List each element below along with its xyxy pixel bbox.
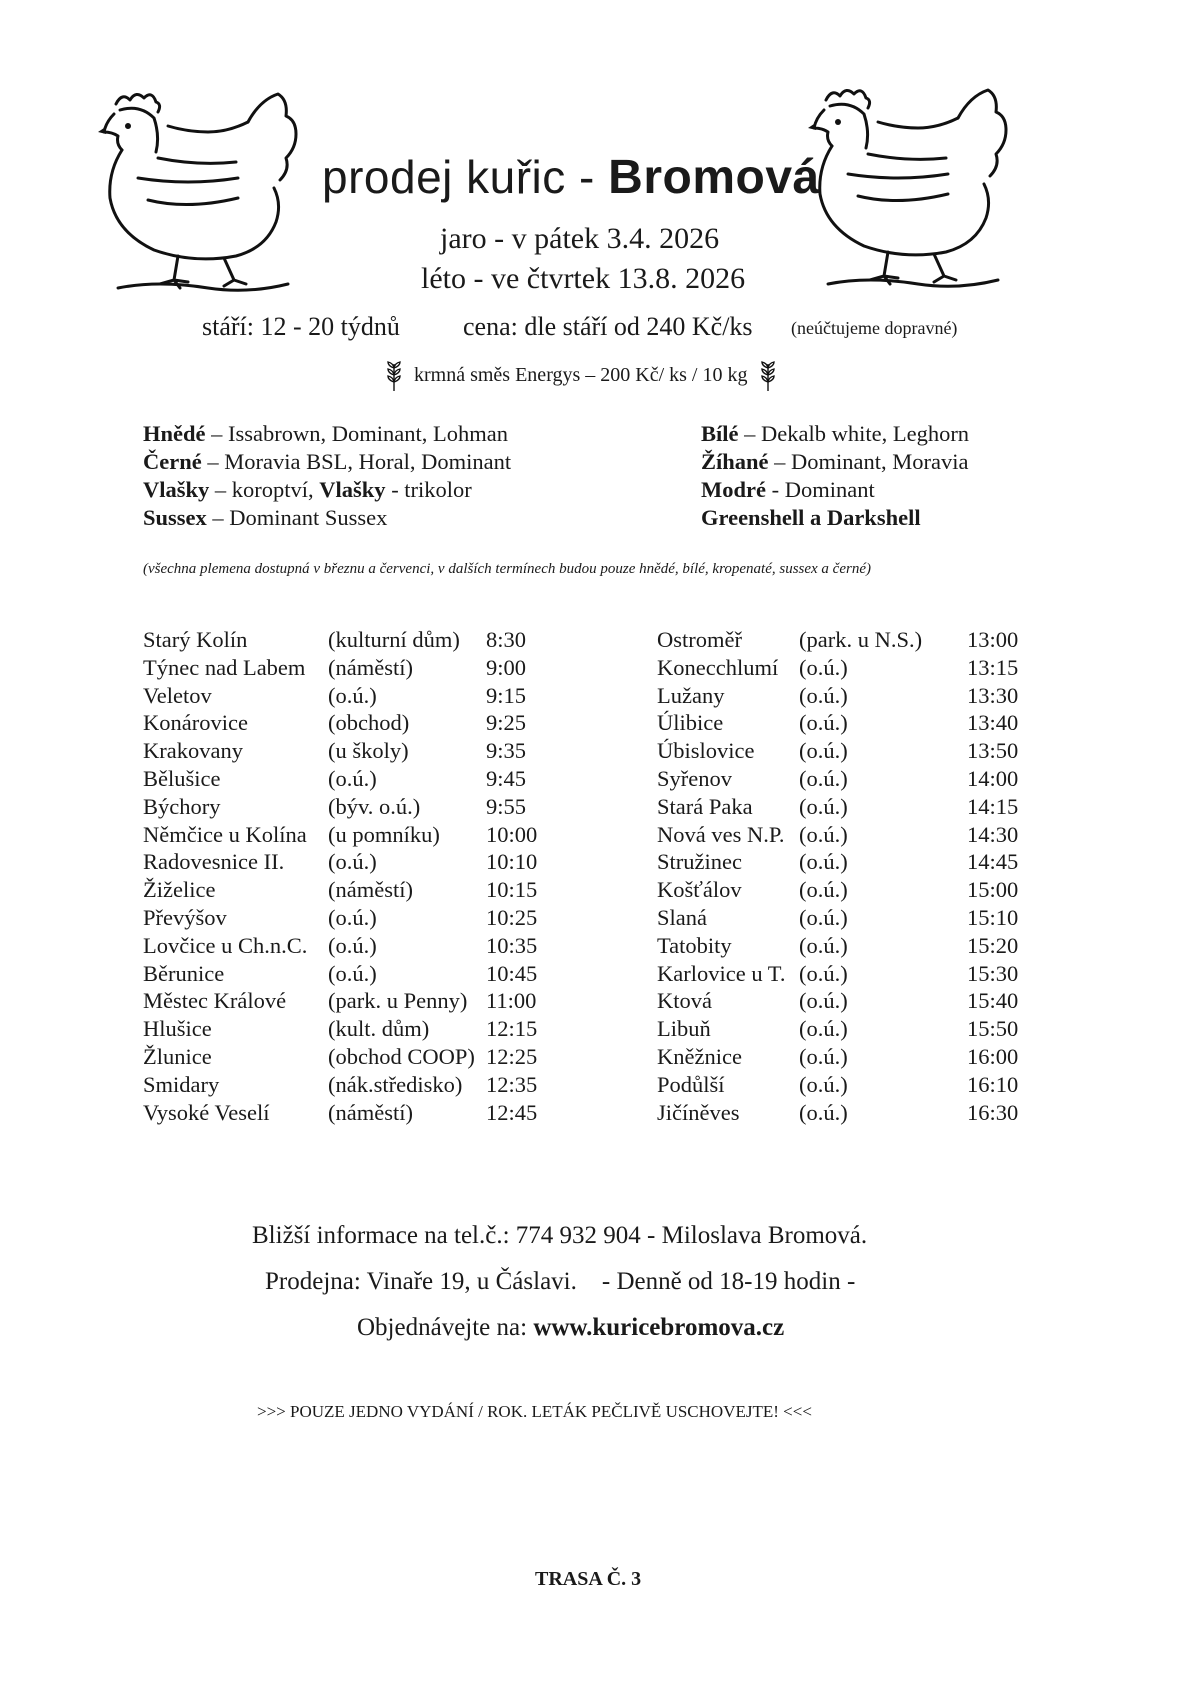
shop-line: Prodejna: Vinaře 19, u Čáslavi. - Denně od 18-19 hodin -: [265, 1268, 856, 1295]
keep-leaflet-warning: >>> POUZE JEDNO VYDÁNÍ / ROK. LETÁK PEČLIVĚ USCHOVEJTE! <<<: [257, 1402, 812, 1421]
stop-town: Žlunice: [143, 1043, 212, 1069]
stop-town: Úlibice: [657, 710, 724, 736]
price-note: (neúčtujeme dopravné): [791, 318, 958, 338]
schedule-row: [143, 1015, 563, 1043]
stop-town: Lužany: [657, 682, 725, 708]
stop-town: Slaná: [657, 904, 707, 930]
stop-town: Úbislovice: [657, 738, 755, 764]
stop-town: Žiželice: [143, 877, 216, 903]
stop-place: (náměstí): [328, 1099, 413, 1125]
contact-order: [357, 1314, 784, 1342]
schedule-row: [657, 765, 1037, 793]
stop-town: Podůlší: [657, 1071, 725, 1097]
title-light: prodej kuřic -: [322, 151, 609, 203]
contact-phone: Bližší informace na tel.č.: 774 932 904 - Miloslava Bromová.: [252, 1222, 868, 1249]
stop-time: 15:50: [967, 1016, 1019, 1042]
stop-time: 13:00: [967, 627, 1019, 652]
stop-time: 11:00: [486, 988, 537, 1014]
website-link[interactable]: www.kuricebromova.cz: [533, 1314, 785, 1341]
stop-place: (u školy): [328, 738, 409, 764]
stop-time: 9:35: [486, 738, 527, 764]
title-bold: Bromová: [608, 151, 820, 204]
breed-name: Bílé: [701, 421, 739, 446]
stop-town: Starý Kolín: [143, 627, 248, 652]
breed-varieties: – Moravia BSL, Horal, Dominant: [201, 449, 512, 474]
stop-place: (o.ú.): [799, 849, 848, 875]
page-title: [322, 150, 820, 205]
stop-town: Syřenov: [657, 765, 732, 791]
schedule-row: [657, 960, 1037, 988]
stop-town: Ktová: [657, 988, 712, 1014]
breed-varieties: - trikolor: [385, 477, 472, 502]
stop-place: (o.ú.): [799, 960, 848, 986]
stop-place: (o.ú.): [799, 654, 848, 680]
breed-name: Vlašky: [143, 477, 210, 502]
stop-place: (o.ú.): [799, 877, 848, 903]
schedule-row: [657, 904, 1037, 932]
breed-varieties: – Dominant Sussex: [206, 505, 388, 530]
schedule-row: [657, 626, 1037, 654]
stop-town: Veletov: [143, 682, 212, 708]
breed-name: Černé: [143, 449, 202, 474]
stop-place: (o.ú.): [328, 765, 377, 791]
stop-time: 15:30: [967, 960, 1019, 986]
stop-time: 13:15: [967, 654, 1019, 680]
stop-place: (o.ú.): [799, 932, 848, 958]
stop-town: Stružinec: [657, 849, 742, 875]
stop-place: (o.ú.): [328, 932, 377, 958]
stop-town: Němčice u Kolína: [143, 821, 307, 847]
schedule-right: [657, 626, 1037, 1126]
stop-town: Tatobity: [657, 932, 732, 958]
schedule-row: [143, 821, 563, 849]
stop-time: 13:40: [967, 710, 1019, 736]
stop-town: Hlušice: [143, 1016, 212, 1042]
stop-time: 9:15: [486, 682, 527, 708]
breed-line: [701, 448, 969, 476]
stop-town: Vysoké Veselí: [143, 1099, 270, 1125]
schedule-row: [657, 987, 1037, 1015]
stop-place: (o.ú.): [328, 849, 377, 875]
stop-place: (náměstí): [328, 654, 413, 680]
schedule-row: [143, 626, 563, 654]
schedule-row: [657, 709, 1037, 737]
availability-note: (všechna plemena dostupná v březnu a červenci, v dalších termínech budou pouze hnědé, bílé, kropenaté, sussex a černé): [143, 561, 871, 577]
breed-line: [143, 448, 511, 476]
breeds-right: [701, 420, 969, 532]
stop-time: 14:45: [967, 849, 1019, 875]
age-text: stáří: 12 - 20 týdnů: [202, 312, 400, 341]
schedule-row: [143, 682, 563, 710]
stop-town: Konecchlumí: [657, 654, 779, 680]
schedule-row: [143, 709, 563, 737]
breed-name: Greenshell a Darkshell: [701, 505, 921, 530]
stop-place: (o.ú.): [799, 710, 848, 736]
stop-town: Ostroměř: [657, 627, 742, 652]
breed-line: [701, 420, 969, 448]
stop-town: Libuň: [657, 1016, 711, 1042]
spring-date: jaro - v pátek 3.4. 2026: [440, 222, 720, 255]
stop-time: 16:00: [967, 1043, 1019, 1069]
stop-place: (park. u N.S.): [799, 627, 923, 652]
breed-varieties: – Issabrown, Dominant, Lohman: [205, 421, 508, 446]
stop-time: 15:20: [967, 932, 1019, 958]
stop-town: Běrunice: [143, 960, 225, 986]
stop-time: 10:10: [486, 849, 538, 875]
stop-town: Karlovice u T.: [657, 960, 786, 986]
schedule-row: [657, 682, 1037, 710]
schedule-row: [657, 1071, 1037, 1099]
breed-line: [143, 476, 511, 504]
summer-date: léto - ve čtvrtek 13.8. 2026: [421, 262, 746, 295]
stop-place: (o.ú.): [799, 1099, 848, 1125]
stop-town: Stará Paka: [657, 793, 753, 819]
stop-time: 9:45: [486, 765, 527, 791]
stop-place: (u pomníku): [328, 821, 440, 847]
stop-town: Smidary: [143, 1071, 220, 1097]
stop-time: 12:15: [486, 1016, 538, 1042]
schedule-row: [143, 1071, 563, 1099]
stop-time: 14:00: [967, 765, 1019, 791]
breed-varieties: – Dekalb white, Leghorn: [738, 421, 970, 446]
stop-time: 8:30: [486, 627, 527, 652]
schedule-row: [657, 1043, 1037, 1071]
stop-time: 13:50: [967, 738, 1019, 764]
breed-name: Žíhané: [701, 449, 769, 474]
hen-illustration-left: [98, 88, 308, 298]
stop-place: (o.ú.): [799, 1043, 848, 1069]
stop-place: (o.ú.): [328, 682, 377, 708]
stop-time: 14:15: [967, 793, 1019, 819]
stop-town: Jičíněves: [657, 1099, 740, 1125]
stop-time: 13:30: [967, 682, 1019, 708]
breed-line: [701, 504, 969, 532]
stop-town: Bělušice: [143, 765, 221, 791]
stop-time: 15:00: [967, 877, 1019, 903]
stop-place: (býv. o.ú.): [328, 793, 421, 819]
stop-time: 10:15: [486, 877, 538, 903]
stop-place: (o.ú.): [328, 904, 377, 930]
stop-place: (park. u Penny): [328, 988, 468, 1014]
feed-line: [385, 360, 777, 392]
stop-place: (kulturní dům): [328, 627, 460, 652]
breed-varieties: – Dominant, Moravia: [768, 449, 969, 474]
schedule-row: [143, 876, 563, 904]
stop-town: Převýšov: [143, 904, 227, 930]
stop-place: (o.ú.): [799, 793, 848, 819]
breeds-left: [143, 420, 511, 532]
breed-varieties: - Dominant: [765, 477, 875, 502]
stop-place: (o.ú.): [799, 988, 848, 1014]
schedule-left: [143, 626, 563, 1126]
stop-time: 10:25: [486, 904, 538, 930]
schedule-row: [657, 1099, 1037, 1127]
contact-shop: [265, 1268, 855, 1296]
stop-place: (o.ú.): [799, 682, 848, 708]
stop-town: Týnec nad Labem: [143, 654, 306, 680]
stop-place: (obchod COOP): [328, 1043, 475, 1069]
stop-time: 10:35: [486, 932, 538, 958]
stop-time: 9:25: [486, 710, 527, 736]
schedule-row: [143, 793, 563, 821]
stop-place: (kult. dům): [328, 1016, 430, 1042]
stop-place: (o.ú.): [799, 738, 848, 764]
stop-place: (o.ú.): [799, 1016, 848, 1042]
schedule-row: [143, 848, 563, 876]
stop-town: Nová ves N.P.: [657, 821, 785, 847]
stop-town: Krakovany: [143, 738, 243, 764]
route-number: TRASA Č. 3: [535, 1568, 642, 1590]
breed-line: [701, 476, 969, 504]
stop-town: Lovčice u Ch.n.C.: [143, 932, 308, 958]
stop-town: Městec Králové: [143, 988, 287, 1014]
schedule-row: [143, 960, 563, 988]
feed-text: krmná směs Energys – 200 Kč/ ks / 10 kg: [414, 363, 748, 386]
schedule-row: [143, 932, 563, 960]
stop-time: 14:30: [967, 821, 1019, 847]
schedule-row: [657, 876, 1037, 904]
stop-time: 16:10: [967, 1071, 1019, 1097]
schedule-row: [143, 654, 563, 682]
stop-time: 9:00: [486, 654, 527, 680]
schedule-row: [657, 654, 1037, 682]
stop-time: 15:40: [967, 988, 1019, 1014]
schedule-row: [657, 848, 1037, 876]
breed-name: Sussex: [143, 505, 207, 530]
stop-time: 12:45: [486, 1099, 538, 1125]
schedule-row: [657, 793, 1037, 821]
stop-place: (o.ú.): [328, 960, 377, 986]
stop-place: (o.ú.): [799, 821, 848, 847]
order-label: Objednávejte na:: [357, 1314, 534, 1341]
stop-place: (obchod): [328, 710, 410, 736]
stop-place: (o.ú.): [799, 1071, 848, 1097]
stop-time: 10:45: [486, 960, 538, 986]
stop-time: 12:25: [486, 1043, 538, 1069]
stop-town: Býchory: [143, 793, 221, 819]
schedule-row: [143, 987, 563, 1015]
wheat-icon: [759, 360, 777, 392]
schedule-row: [143, 904, 563, 932]
stop-town: Kněžnice: [657, 1043, 742, 1069]
schedule-row: [143, 765, 563, 793]
stop-place: (náměstí): [328, 877, 413, 903]
schedule-row: [657, 1015, 1037, 1043]
schedule-row: [143, 737, 563, 765]
schedule-row: [143, 1099, 563, 1127]
stop-time: 16:30: [967, 1099, 1019, 1125]
schedule-row: [657, 737, 1037, 765]
stop-place: (o.ú.): [799, 765, 848, 791]
breed-name: Vlašky: [319, 477, 386, 502]
breed-line: [143, 420, 511, 448]
stop-town: Radovesnice II.: [143, 849, 285, 875]
schedule-row: [143, 1043, 563, 1071]
hen-illustration-right: [808, 84, 1018, 294]
stop-place: (nák.středisko): [328, 1071, 463, 1097]
stop-time: 12:35: [486, 1071, 538, 1097]
breed-varieties: – koroptví,: [209, 477, 320, 502]
breed-line: [143, 504, 511, 532]
breed-name: Hnědé: [143, 421, 206, 446]
stop-place: (o.ú.): [799, 904, 848, 930]
stop-time: 10:00: [486, 821, 538, 847]
stop-time: 15:10: [967, 904, 1019, 930]
schedule-row: [657, 932, 1037, 960]
stop-town: Košťálov: [657, 877, 742, 903]
wheat-icon: [385, 360, 403, 392]
price-text: cena: dle stáří od 240 Kč/ks: [463, 312, 753, 341]
schedule-row: [657, 821, 1037, 849]
stop-time: 9:55: [486, 793, 527, 819]
stop-town: Konárovice: [143, 710, 248, 736]
breed-name: Modré: [701, 477, 766, 502]
